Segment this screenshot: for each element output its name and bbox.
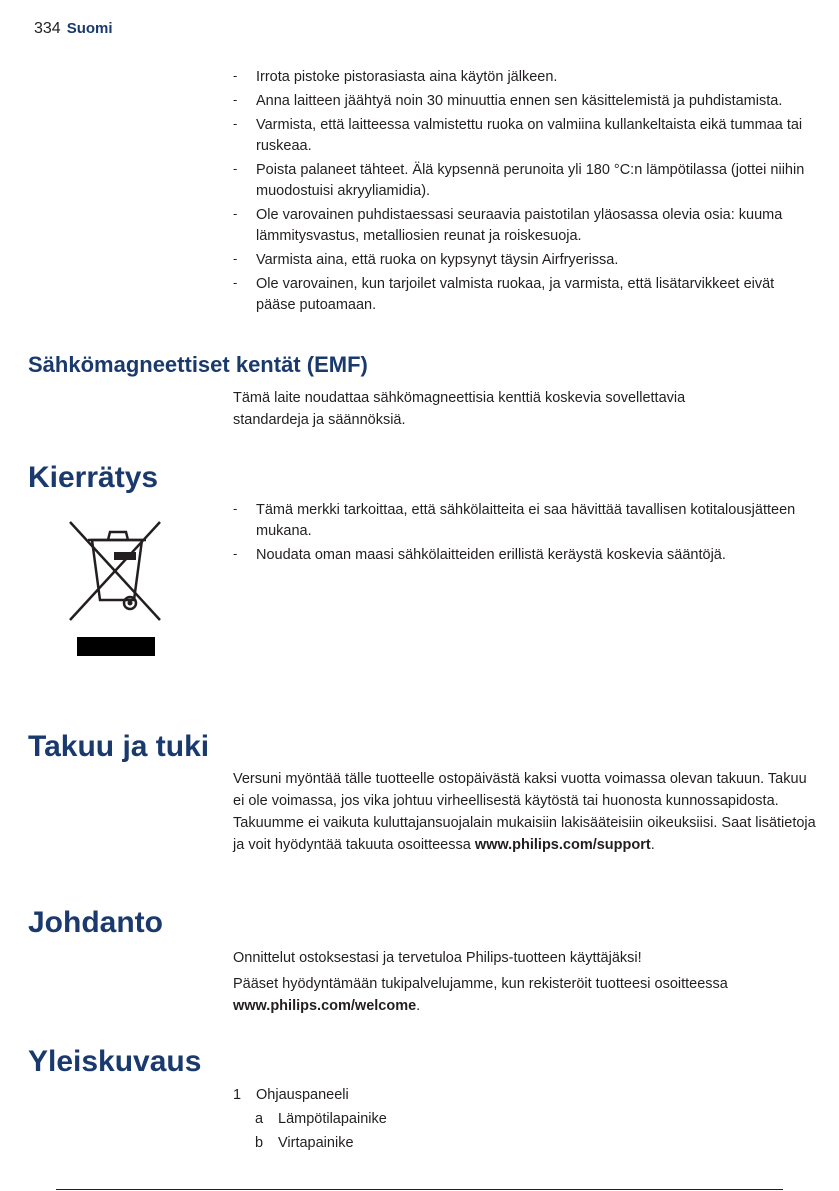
safety-bullet-list xyxy=(233,67,808,319)
overview-heading: Yleiskuvaus xyxy=(28,1045,202,1078)
overview-list xyxy=(233,1084,387,1156)
emf-text: Tämä laite noudattaa sähkömagneettisia kenttiä koskevia sovellettavia standardeja ja säännöksiä. xyxy=(233,390,686,428)
page-header xyxy=(34,20,113,38)
list-item: - Ole varovainen puhdistaessasi seuraavia paistotilan yläosassa olevia osia: kuuma lämmitysvastus, metalliosien reunat ja roiskesuoja. xyxy=(233,206,783,244)
list-item: - Varmista, että laitteessa valmistettu ruoka on valmiina kullankeltaista eikä tummaa tai ruskeaa. xyxy=(233,116,803,154)
intro-line-2: Pääset hyödyntämään tukipalvelujamme, kun rekisteröit tuotteesi osoitteessa www.philips.com/welcome. xyxy=(233,976,728,1014)
support-link[interactable]: www.philips.com/support xyxy=(474,837,651,853)
list-item: 1 Ohjauspaneeli xyxy=(233,1087,349,1103)
list-item: a Lämpötilapainike xyxy=(255,1111,387,1127)
recycling-bullet-list xyxy=(233,500,808,569)
page-language: Suomi xyxy=(66,20,113,37)
warranty-heading: Takuu ja tuki xyxy=(28,730,210,763)
intro-line-1: Onnittelut ostoksestasi ja tervetuloa Philips-tuotteen käyttäjäksi! xyxy=(233,950,642,966)
list-item: - Anna laitteen jäähtyä noin 30 minuuttia ennen sen käsittelemistä ja puhdistamista. xyxy=(233,92,783,109)
welcome-link[interactable]: www.philips.com/welcome xyxy=(233,998,417,1014)
intro-heading: Johdanto xyxy=(28,906,163,939)
list-item: - Tämä merkki tarkoittaa, että sähkölaitteita ei saa hävittää tavallisen kotitalousjätteen mukana. xyxy=(233,501,796,539)
list-item: - Noudata oman maasi sähkölaitteiden erillistä keräystä koskevia sääntöjä. xyxy=(233,546,726,563)
warranty-text: Versuni myöntää tälle tuotteelle ostopäivästä kaksi vuotta voimassa olevan takuun. Takuu ei ole voimassa, jos vika johtuu virheellisestä käytöstä tai huonosta kunnossapidosta. Takuumme ei vaikuta kuluttajansuojalain mukaisiin lakisääteisiin oikeuksiisi. Saat lisätietoja ja voit hyödyntää takuuta osoitteessa www.philips.com/support. xyxy=(233,771,816,853)
page-number: 334 xyxy=(34,20,61,37)
list-item: - Ole varovainen, kun tarjoilet valmista ruokaa, ja varmista, että lisätarvikkeet eivät pääse putoamaan. xyxy=(233,275,775,313)
list-item: - Varmista aina, että ruoka on kypsynyt täysin Airfryerissa. xyxy=(233,251,619,268)
recycling-heading: Kierrätys xyxy=(28,461,159,494)
weee-date-bar xyxy=(77,637,155,656)
list-item: - Irrota pistoke pistorasiasta aina käytön jälkeen. xyxy=(233,68,558,85)
list-item: - Poista palaneet tähteet. Älä kypsennä perunoita yli 180 °C:n lämpötilassa (jottei niihin muodostuisi akryyliamidia). xyxy=(233,161,805,199)
list-item: b Virtapainike xyxy=(255,1135,354,1151)
emf-heading: Sähkömagneettiset kentät (EMF) xyxy=(28,352,368,377)
footer-divider xyxy=(56,1189,783,1190)
